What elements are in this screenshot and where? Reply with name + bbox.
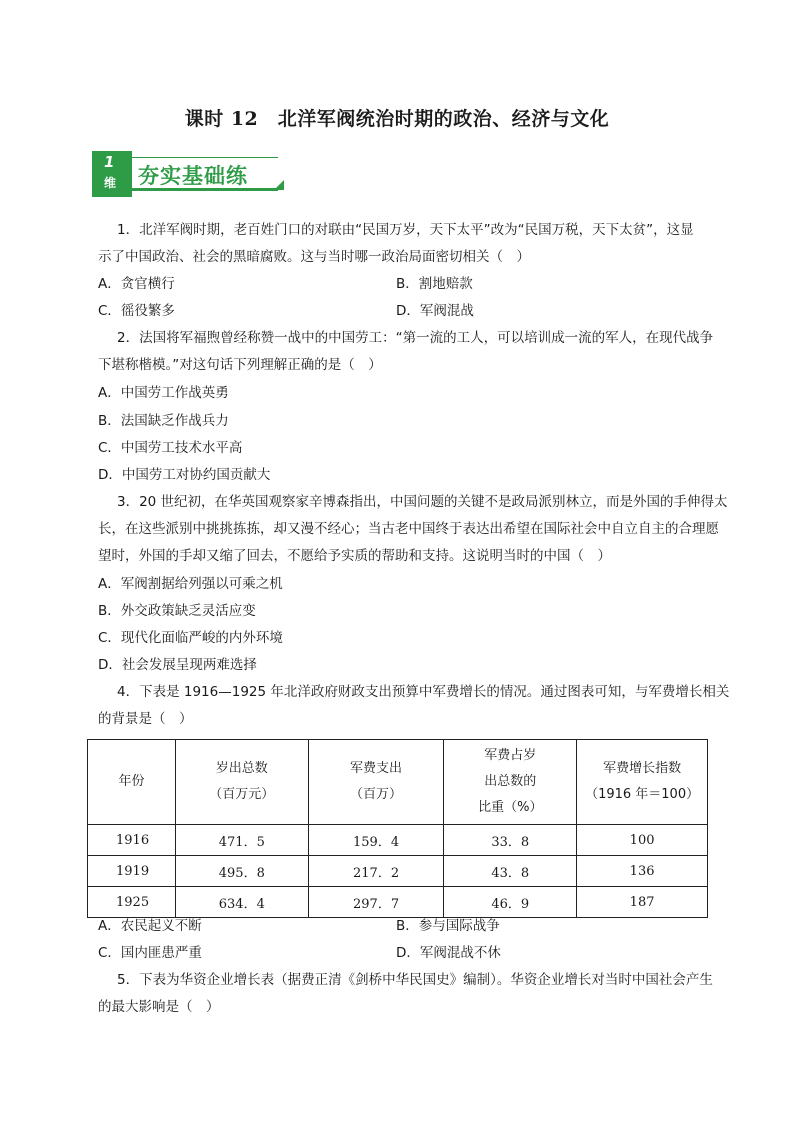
section-number: 1 <box>104 153 115 171</box>
table-cell: 217．2 <box>308 856 444 887</box>
q1-option-a[interactable]: A．贪官横行 <box>98 276 175 292</box>
q1-option-c[interactable]: C．徭役繁多 <box>98 303 175 319</box>
table-cell: 1919 <box>88 856 176 887</box>
q4-option-d[interactable]: D．军阀混战不休 <box>396 945 501 961</box>
table-cell: 43．8 <box>444 856 577 887</box>
table-cell: 136 <box>577 856 708 887</box>
section-banner <box>92 151 284 197</box>
q3-option-b[interactable]: B．外交政策缺乏灵活应变 <box>98 603 256 619</box>
table-row <box>88 825 708 856</box>
table-cell: 159．4 <box>308 825 444 856</box>
table-cell: 1916 <box>88 825 176 856</box>
table-row <box>88 856 708 887</box>
banner-corner-decoration <box>274 180 284 190</box>
section-label-bar <box>132 157 278 191</box>
q2-option-a[interactable]: A．中国劳工作战英勇 <box>98 385 229 401</box>
section-unit: 维 <box>104 176 117 190</box>
q1-option-b[interactable]: B．割地赔款 <box>396 276 473 292</box>
q2-stem-line2: 下堪称楷模。”对这句话下列理解正确的是（ ） <box>98 357 382 373</box>
q3-stem-line2: 长，在这些派别中挑挑拣拣，却又漫不经心；当古老中国终于表达出希望在国际社会中自立自主的合理愿 <box>98 521 719 537</box>
table-cell: 46．9 <box>444 887 577 918</box>
table-cell: 471．5 <box>175 825 308 856</box>
q3-option-d[interactable]: D．社会发展呈现两难选择 <box>98 657 257 673</box>
q4-stem-line1: 4．下表是 1916—1925 年北洋政府财政支出预算中军费增长的情况。通过图表可知，与军费增长相关 <box>117 684 730 700</box>
header-military-share: 军费占岁 出总数的 比重（%） <box>444 740 577 825</box>
q3-stem-line1: 3．20 世纪初，在华英国观察家辛博森指出，中国问题的关键不是政局派别林立，而是外国的手伸得太 <box>117 494 728 510</box>
q1-option-d[interactable]: D．军阀混战 <box>396 303 474 319</box>
header-military-expenditure: 军费支出 （百万） <box>308 740 444 825</box>
q1-stem-line1: 1．北洋军阀时期，老百姓门口的对联由“民国万岁，天下太平”改为“民国万税，天下太贫”，这显 <box>117 222 694 238</box>
table-cell: 187 <box>577 887 708 918</box>
q5-stem-line2: 的最大影响是（ ） <box>98 999 220 1015</box>
q3-option-c[interactable]: C．现代化面临严峻的内外环境 <box>98 630 283 646</box>
q3-option-a[interactable]: A．军阀割据给列强以可乘之机 <box>98 576 283 592</box>
header-year: 年份 <box>88 740 176 825</box>
header-growth-index: 军费增长指数 （1916 年＝100） <box>577 740 708 825</box>
q4-stem-line2: 的背景是（ ） <box>98 711 193 727</box>
section-label: 夯实基础练 <box>138 164 248 188</box>
q4-option-b[interactable]: B．参与国际战争 <box>396 918 500 934</box>
table-cell: 297．7 <box>308 887 444 918</box>
table-cell: 1925 <box>88 887 176 918</box>
table-cell: 33．8 <box>444 825 577 856</box>
header-total-expenditure: 岁出总数 （百万元） <box>175 740 308 825</box>
section-badge <box>92 151 132 197</box>
q4-option-c[interactable]: C．国内匪患严重 <box>98 945 202 961</box>
q3-stem-line3: 望时，外国的手却又缩了回去，不愿给予实质的帮助和支持。这说明当时的中国（ ） <box>98 548 611 564</box>
q5-stem-line1: 5．下表为华资企业增长表（据费正清《剑桥中华民国史》编制）。华资企业增长对当时中国社会产生 <box>117 972 713 988</box>
table-cell: 495．8 <box>175 856 308 887</box>
q2-stem-line1: 2．法国将军福煦曾经称赞一战中的中国劳工：“第一流的工人，可以培训成一流的军人，在现代战争 <box>117 330 714 346</box>
q2-option-b[interactable]: B．法国缺乏作战兵力 <box>98 413 229 429</box>
table-cell: 100 <box>577 825 708 856</box>
q2-option-d[interactable]: D．中国劳工对协约国贡献大 <box>98 467 271 483</box>
table-header-row <box>88 740 708 825</box>
military-spending-table <box>87 739 708 918</box>
page-title: 课时 12 北洋军阀统治时期的政治、经济与文化 <box>184 108 610 130</box>
q1-stem-line2: 示了中国政治、社会的黑暗腐败。这与当时哪一政治局面密切相关（ ） <box>98 249 530 265</box>
table-cell: 634．4 <box>175 887 308 918</box>
q2-option-c[interactable]: C．中国劳工技术水平高 <box>98 440 243 456</box>
q4-option-a[interactable]: A．农民起义不断 <box>98 918 202 934</box>
